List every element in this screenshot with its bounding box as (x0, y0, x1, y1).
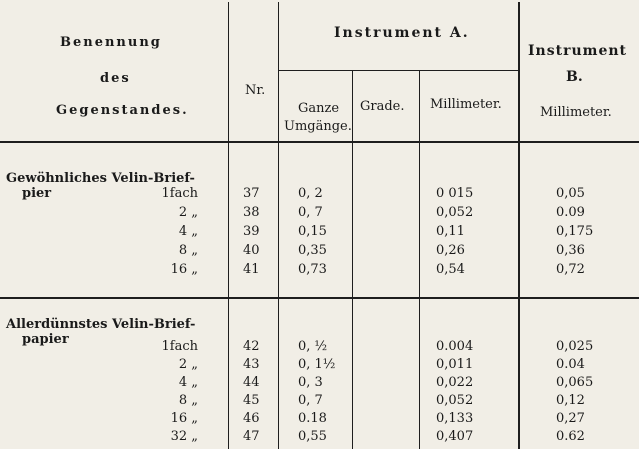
nr-cell: 46 (243, 411, 260, 426)
fach-cell: 4 „ (178, 375, 198, 390)
ganze-cell: 0, ½ (298, 339, 328, 354)
group-1-name: Gewöhnliches Velin-Brief- (6, 171, 195, 186)
rule-col-instrument-b (518, 2, 520, 449)
ganze-cell: 0, 7 (298, 393, 323, 408)
ganze-cell: 0,55 (298, 429, 327, 444)
header-ganze: Ganze (298, 101, 340, 116)
nr-cell: 40 (243, 243, 260, 258)
ganze-cell: 0, 2 (298, 186, 323, 201)
mm-b-cell: 0,27 (556, 411, 585, 426)
header-instrument-b: Instrument (528, 43, 627, 59)
group-2-name: Allerdünnstes Velin-Brief- (6, 317, 196, 332)
header-gegenstandes: Gegenstandes. (56, 103, 189, 118)
header-nr: Nr. (245, 83, 266, 98)
rule-under-instrument-a (278, 70, 518, 71)
mm-a-cell: 0,11 (436, 224, 465, 239)
ganze-cell: 0,73 (298, 262, 327, 277)
header-des: des (100, 71, 131, 86)
mm-b-cell: 0.62 (556, 429, 585, 444)
mm-a-cell: 0,133 (436, 411, 474, 426)
mm-a-cell: 0,407 (436, 429, 474, 444)
fach-cell: 16 „ (170, 262, 198, 277)
mm-b-cell: 0,72 (556, 262, 585, 277)
nr-cell: 44 (243, 375, 260, 390)
mm-b-cell: 0,12 (556, 393, 585, 408)
nr-cell: 41 (243, 262, 260, 277)
rule-col-grade (352, 70, 353, 449)
nr-cell: 39 (243, 224, 260, 239)
header-benennung: Benennung (60, 35, 162, 50)
mm-a-cell: 0,54 (436, 262, 465, 277)
nr-cell: 38 (243, 205, 260, 220)
mm-b-cell: 0,175 (556, 224, 594, 239)
fach-cell: 2 „ (178, 357, 198, 372)
mm-b-cell: 0.04 (556, 357, 585, 372)
mm-a-cell: 0,011 (436, 357, 474, 372)
nr-cell: 42 (243, 339, 260, 354)
ganze-cell: 0, 3 (298, 375, 323, 390)
mm-a-cell: 0 015 (436, 186, 474, 201)
header-grade: Grade. (360, 99, 405, 114)
rule-col-mm-a (419, 70, 420, 449)
rule-header-bottom (0, 141, 639, 143)
group-2-name-cont: papier (22, 332, 69, 347)
ganze-cell: 0,15 (298, 224, 327, 239)
ganze-cell: 0, 7 (298, 205, 323, 220)
fach-cell: 2 „ (178, 205, 198, 220)
nr-cell: 47 (243, 429, 260, 444)
mm-b-cell: 0,36 (556, 243, 585, 258)
header-instrument-a: Instrument A. (334, 25, 470, 41)
ganze-cell: 0, 1½ (298, 357, 336, 372)
fach-cell: 32 „ (170, 429, 198, 444)
header-millimeter-a: Millimeter. (430, 97, 502, 112)
mm-a-cell: 0,022 (436, 375, 474, 390)
header-millimeter-b: Millimeter. (540, 105, 612, 120)
mm-b-cell: 0,05 (556, 186, 585, 201)
fach-cell: 8 „ (178, 393, 198, 408)
mm-a-cell: 0,052 (436, 205, 474, 220)
fach-cell: 1fach (161, 339, 198, 354)
nr-cell: 37 (243, 186, 260, 201)
group-1-name-cont: pier (22, 186, 52, 201)
rule-group-separator (0, 297, 639, 299)
header-instrument-b-letter: B. (566, 69, 583, 85)
fach-cell: 8 „ (178, 243, 198, 258)
mm-b-cell: 0,025 (556, 339, 594, 354)
fach-cell: 16 „ (170, 411, 198, 426)
rule-col-nr (228, 2, 229, 449)
mm-a-cell: 0,052 (436, 393, 474, 408)
mm-b-cell: 0,065 (556, 375, 594, 390)
nr-cell: 43 (243, 357, 260, 372)
ganze-cell: 0,35 (298, 243, 327, 258)
mm-a-cell: 0,26 (436, 243, 465, 258)
mm-b-cell: 0.09 (556, 205, 585, 220)
mm-a-cell: 0.004 (436, 339, 474, 354)
fach-cell: 4 „ (178, 224, 198, 239)
header-umgaenge: Umgänge. (284, 119, 352, 134)
nr-cell: 45 (243, 393, 260, 408)
fach-cell: 1fach (161, 186, 198, 201)
ganze-cell: 0.18 (298, 411, 327, 426)
